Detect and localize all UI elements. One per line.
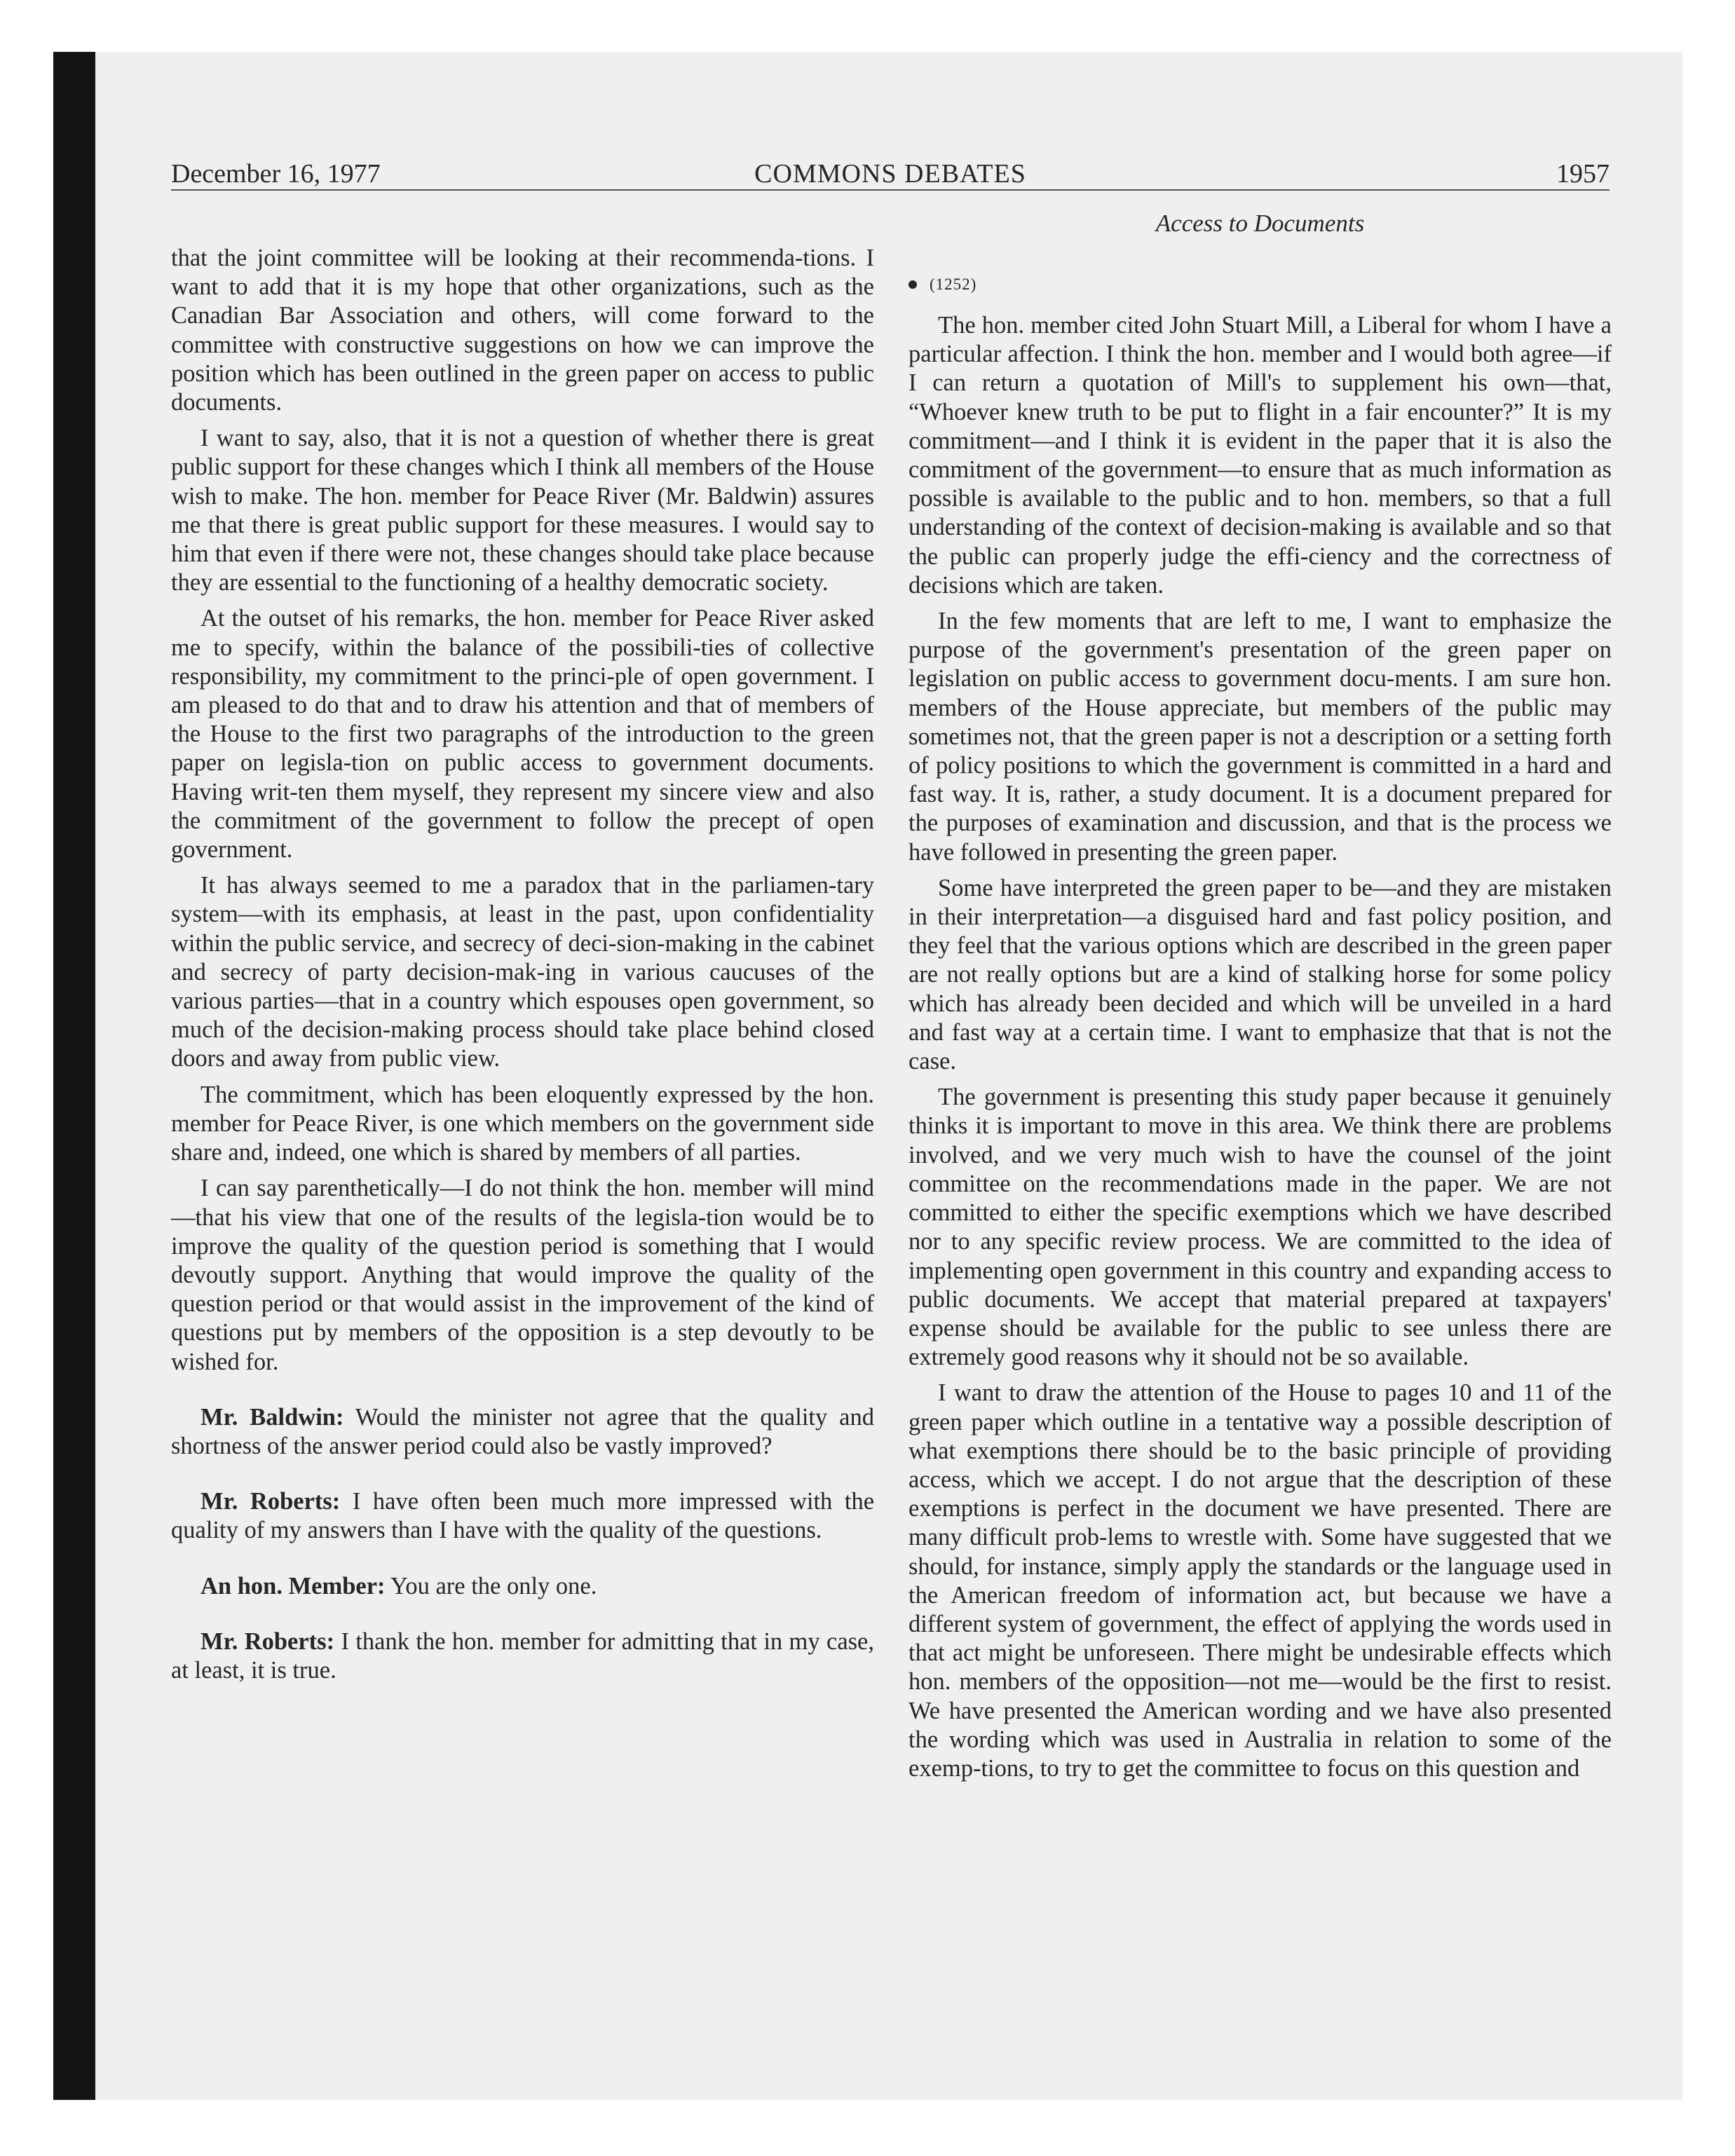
speaker-name: Mr. Roberts: bbox=[200, 1628, 335, 1655]
speaker-name: Mr. Roberts: bbox=[200, 1488, 341, 1515]
paragraph: At the outset of his remarks, the hon. member for Peace River asked me to specify, within the balance of the possibili-ties of collective responsibility, my commitment to the princi-ple of open government. I am pleased to do that and to draw his attention and that of members of the House to the first two paragraphs of the introduction to the green paper on legisla-tion on public access to government documents. Having writ-ten them myself, they represent my sincere view and also the commitment of the government to follow the precept of open government. bbox=[171, 605, 874, 864]
paragraph: I want to draw the attention of the House to pages 10 and 11 of the green paper which outline in a tentative way a possible description of what exemptions there should be to the basic principle of providing access, which we accept. I do not argue that the description of these exemptions is perfect in the document we have presented. There are many difficult prob-lems to wrestle with. Some have suggested that we should, for instance, simply apply the standards or the language used in the American freedom of information act, but because we have a different system of government, the effect of applying the words used in that act might be unforeseen. There might be undesirable effects which hon. members of the opposition—not me—would be the first to resist. We have presented the American wording and we have also presented the wording which was used in Australia in relation to some of the exemp-tions, to try to get the committee to focus on this question and bbox=[909, 1379, 1612, 1782]
paragraph: Some have interpreted the green paper to be—and they are mistaken in their interpretation—a disguised hard and fast policy position, and they feel that the various options which are described in the green paper are not really options but are a kind of stalking horse for some policy which has already been decided and which will be unveiled in a hard and fast way at a certain time. I want to emphasize that that is not the case. bbox=[909, 874, 1612, 1075]
header-publication-title: COMMONS DEBATES bbox=[754, 159, 1026, 189]
speaker-name: An hon. Member: bbox=[200, 1572, 386, 1599]
scan-edge-shadow bbox=[53, 52, 95, 2100]
header-page-number: 1957 bbox=[1556, 159, 1610, 189]
header-rule bbox=[171, 189, 1610, 191]
bullet-icon bbox=[909, 280, 917, 289]
right-column bbox=[909, 273, 1612, 1790]
speech-text: I have often been much more impressed with the quality of my answers than I have with the quality of the questions. bbox=[171, 1488, 875, 1544]
speech-text: I thank the hon. member for admitting that in my case, at least, it is true. bbox=[171, 1628, 874, 1684]
paragraph: that the joint committee will be looking at their recommenda-tions. I want to add that it is my hope that other organizations, such as the Canadian Bar Association and others, will come forward to the committee with constructive suggestions on how we can improve the position which has been outlined in the green paper on access to public documents. bbox=[171, 245, 874, 416]
paragraph: The hon. member cited John Stuart Mill, a Liberal for whom I have a particular affection. I think the hon. member and I would both agree—if I can return a quotation of Mill's to supplement his own—that, “Whoever knew truth to be put to flight in a fair encounter?” It is my commitment—and I think it is evident in the paper that it is also the commitment of the government—to ensure that as much information as possible is available to the public and to hon. members, so that a full understanding of the context of decision-making is available and so that the public can properly judge the effi-ciency and the correctness of decisions which are taken. bbox=[909, 312, 1612, 599]
speech-roberts bbox=[171, 1628, 874, 1685]
speech-text: You are the only one. bbox=[385, 1572, 597, 1599]
running-head bbox=[171, 154, 1610, 193]
speech-text: Would the minister not agree that the quality and shortness of the answer period could also be vastly improved? bbox=[171, 1403, 874, 1459]
speech-hon-member bbox=[171, 1572, 874, 1601]
paragraph: I can say parenthetically—I do not think the hon. member will mind—that his view that one of the results of the legisla-tion would be to improve the quality of the question period is something that I would devoutly support. Anything that would improve the quality of the question period or that would assist in the improvement of the kind of questions put by members of the opposition is a step devoutly to be wished for. bbox=[171, 1175, 874, 1375]
header-date: December 16, 1977 bbox=[171, 159, 381, 189]
paragraph: The commitment, which has been eloquently expressed by the hon. member for Peace River, is one which members on the government side share and, indeed, one which is shared by members of all parties. bbox=[171, 1081, 874, 1166]
speaker-name: Mr. Baldwin: bbox=[200, 1403, 344, 1431]
speech-roberts bbox=[171, 1487, 874, 1545]
time-marker-label: (1252) bbox=[930, 275, 977, 293]
paragraph: I want to say, also, that it is not a question of whether there is great public support for these changes which I think all members of the House wish to make. The hon. member for Peace River (Mr. Baldwin) assures me that there is great public support for these measures. I would say to him that even if there were not, these changes should take place because they are essential to the functioning of a healthy democratic society. bbox=[171, 425, 874, 596]
paragraph: It has always seemed to me a paradox that in the parliamen-tary system—with its emphasis, at least in the past, upon confidentiality within the public service, and secrecy of deci-sion-making in the cabinet and secrecy of party decision-mak-ing in various caucuses of the various parties—that in a country which espouses open government, so much of the decision-making process should take place behind closed doors and away from public view. bbox=[171, 872, 874, 1072]
time-marker bbox=[909, 273, 1612, 296]
speech-baldwin bbox=[171, 1403, 874, 1461]
paragraph: The government is presenting this study paper because it genuinely thinks it is important to move in this area. We think there are problems involved, and we very much wish to have the counsel of the joint committee on the recommendations made in the paper. We are not committed to either the specific exemptions which we have described nor to any specific review process. We are committed to the idea of implementing open government in this country and expanding access to public documents. We accept that material prepared at taxpayers' expense should be available for the public to see unless there are extremely good reasons why it should not be so available. bbox=[909, 1084, 1612, 1371]
paragraph: In the few moments that are left to me, I want to emphasize the purpose of the government's presentation of the green paper on legislation on public access to government docu-ments. I am sure hon. members of the House appreciate, but members of the public may sometimes not, that the green paper is not a description or a setting forth of policy positions to which the government is committed in a hard and fast way. It is, rather, a study document. It is a document prepared for the purposes of examination and discussion, and that is the process we have followed in presenting the green paper. bbox=[909, 608, 1612, 866]
left-column bbox=[171, 244, 874, 1692]
section-title: Access to Documents bbox=[1155, 210, 1365, 237]
